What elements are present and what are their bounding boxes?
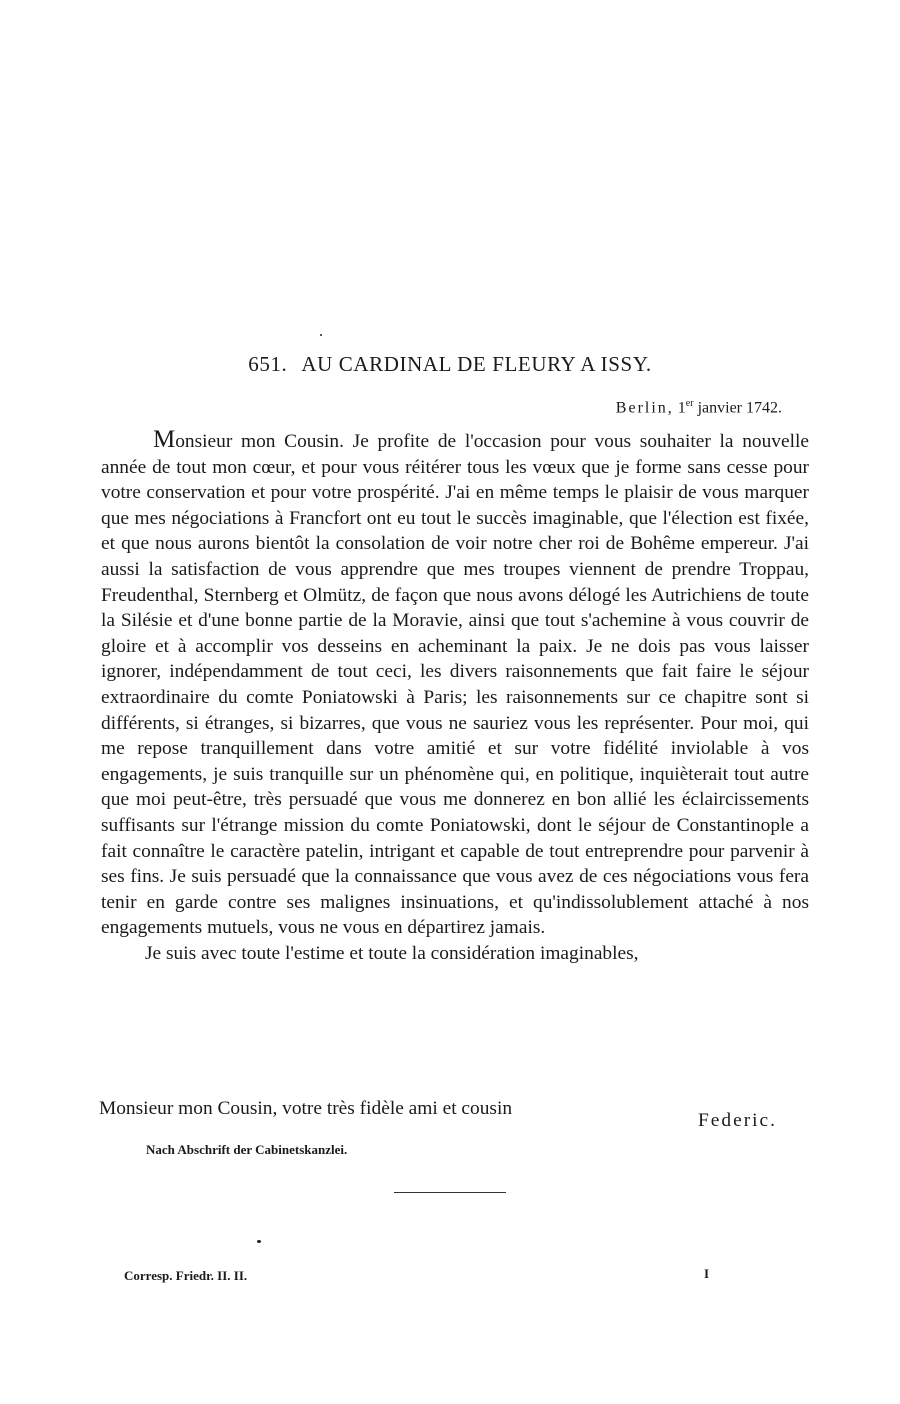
print-speck (257, 1240, 261, 1243)
dateline (616, 398, 782, 417)
dateline-day-suffix: er (685, 398, 694, 409)
section-divider (394, 1192, 506, 1193)
paragraph-1-text: onsieur mon Cousin. Je profite de l'occasion pour vous souhaiter la nouvelle année de tout mon cœur, et pour vous réitérer tous les vœux que je forme sans cesse pour votre conservation et pour votre prospérité. J'ai en même temps le plaisir de vous marquer que mes négociations à Francfort ont eu tout le succès imaginable, que l'élection est fixée, et que nous aurons bientôt la consolation de voir notre cher roi de Bohême empereur. J'ai aussi la satisfaction de vous apprendre que mes troupes viennent de prendre Troppau, Freudenthal, Sternberg et Olmütz, de façon que nous avons délogé les Autrichiens de toute la Silésie et d'une bonne partie de la Moravie, ainsi que tout s'achemine à vous couvrir de gloire et à accomplir vos desseins en acheminant la paix. Je ne dois pas vous laisser ignorer, indépendamment de tout ceci, les divers raisonnements que fait faire le séjour extraordinaire du comte Poniatowski à Paris; les raisonnements sur ce chapitre sont si différents, si étranges, si bizarres, que vous ne sauriez vous les représenter. Pour moi, qui me repose tranquillement dans votre amitié et sur votre fidélité inviolable à vos engagements, je suis tranquille sur un phénomène qui, en politique, inquièterait tout autre que moi peut-être, très persuadé que vous me donnerez en bon allié les éclaircissements suffisants sur l'étrange mission du comte Poniatowski, dont le séjour de Constantinople a fait connaître le caractère patelin, intrigant et capable de tout entreprendre pour parvenir à ses fins. Je suis persuadé que la connaissance que vous avez de ces négociations vous fera tenir en garde contre ses malignes insinuations, et qu'indissolublement attaché à nos engagements mutuels, vous ne vous en départirez jamais. (101, 431, 809, 939)
closing-line: Monsieur mon Cousin, votre très fidèle ami et cousin (99, 1098, 513, 1119)
letter-title: AU CARDINAL DE FLEURY A ISSY. (301, 352, 652, 376)
letter-heading (0, 352, 900, 377)
dateline-place: Berlin, (615, 399, 674, 417)
signature: Federic. (698, 1110, 777, 1131)
paragraph-2: Je suis avec toute l'estime et toute la considération imaginables, (145, 942, 639, 964)
dateline-day: 1 (677, 399, 686, 417)
source-note: Nach Abschrift der Cabinetskanzlei. (146, 1142, 348, 1157)
footer-signature-mark: I (704, 1266, 710, 1281)
print-speck (320, 334, 322, 336)
letter-number: 651. (248, 352, 288, 376)
paragraph-1 (101, 427, 809, 941)
dateline-date: janvier 1742. (697, 399, 782, 417)
letter-body (101, 427, 809, 966)
footer-reference: Corresp. Friedr. II. II. (124, 1268, 248, 1283)
paragraph-1-initial: M (153, 426, 176, 453)
